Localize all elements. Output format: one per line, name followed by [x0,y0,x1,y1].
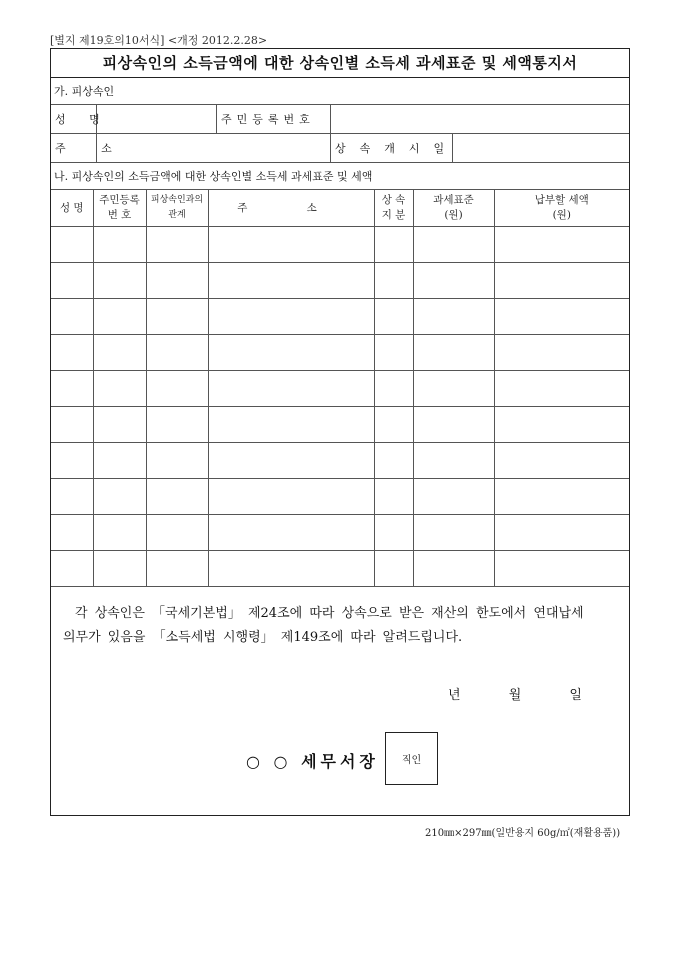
name-label: 성 명 [55,113,110,126]
col-rrn: 주민등록 번 호 [93,190,146,227]
heir-cell[interactable] [93,263,146,299]
rrn-label-cell [217,105,331,133]
heir-cell[interactable] [413,407,494,443]
rrn-value-cell[interactable] [331,105,629,133]
address-label: 주 소 [55,142,128,155]
official-seal-box [385,732,438,785]
heir-cell[interactable] [494,227,629,263]
date-day: 일 [569,688,582,703]
heir-cell[interactable] [146,371,208,407]
col-tax-amount: 납부할 세액 (원) [494,190,629,227]
address-value-cell[interactable] [97,134,331,162]
heir-cell[interactable] [93,443,146,479]
heir-cell[interactable] [146,515,208,551]
name-value-cell[interactable] [97,105,217,133]
heir-cell[interactable] [374,407,413,443]
tax-office-name: ○ ○ 세무서장 [246,752,379,771]
heir-cell[interactable] [413,263,494,299]
heir-row [51,335,629,371]
date-month: 월 [508,688,522,703]
heir-cell[interactable] [146,335,208,371]
section-b-heading: 나. 피상속인의 소득금액에 대한 상속인별 소득세 과세표준 및 세액 [51,163,629,190]
heir-cell[interactable] [494,335,629,371]
heir-cell[interactable] [146,407,208,443]
issue-date [448,684,626,703]
heir-cell[interactable] [93,335,146,371]
heir-cell[interactable] [374,551,413,587]
heir-row [51,299,629,335]
heir-cell[interactable] [494,479,629,515]
name-label-cell [51,105,110,133]
heir-cell[interactable] [208,515,374,551]
heir-row [51,515,629,551]
heir-cell[interactable] [494,443,629,479]
heir-cell[interactable] [208,407,374,443]
heir-cell[interactable] [374,371,413,407]
date-year: 년 [448,688,461,703]
heir-cell[interactable] [374,263,413,299]
heir-cell[interactable] [374,515,413,551]
heir-row [51,371,629,407]
col-name: 성 명 [51,190,93,227]
heir-cell[interactable] [208,299,374,335]
heir-cell[interactable] [208,263,374,299]
heir-row [51,227,629,263]
heir-cell[interactable] [494,263,629,299]
heir-cell[interactable] [413,227,494,263]
col-address: 주 소 [208,190,374,227]
heir-cell[interactable] [208,335,374,371]
section-a-heading: 가. 피상속인 [51,78,629,105]
heir-cell[interactable] [93,479,146,515]
heir-cell[interactable] [413,335,494,371]
heir-cell[interactable] [93,407,146,443]
heir-cell[interactable] [413,551,494,587]
heirs-table-header [51,190,629,227]
seal-label: 직인 [401,755,422,766]
heir-cell[interactable] [374,479,413,515]
notice-text [51,602,629,650]
heir-cell[interactable] [51,227,93,263]
heir-cell[interactable] [494,299,629,335]
col-tax-base: 과세표준 (원) [413,190,494,227]
heir-row [51,479,629,515]
heir-cell[interactable] [413,371,494,407]
heir-cell[interactable] [208,443,374,479]
heir-row [51,551,629,587]
heir-cell[interactable] [51,479,93,515]
heir-cell[interactable] [146,227,208,263]
heir-cell[interactable] [413,443,494,479]
address-label-cell [51,134,128,162]
heir-cell[interactable] [93,299,146,335]
heir-cell[interactable] [146,479,208,515]
heir-cell[interactable] [413,479,494,515]
heir-cell[interactable] [208,479,374,515]
heir-cell[interactable] [374,227,413,263]
start-value-cell[interactable] [453,134,629,162]
heir-cell[interactable] [51,299,93,335]
heir-row [51,407,629,443]
start-label: 상속개시일 [335,142,459,155]
heir-cell[interactable] [146,299,208,335]
heir-cell[interactable] [146,551,208,587]
notice-form [50,48,630,816]
heir-cell[interactable] [51,371,93,407]
heir-cell[interactable] [413,299,494,335]
heir-cell[interactable] [494,551,629,587]
heir-cell[interactable] [93,551,146,587]
heir-cell[interactable] [374,299,413,335]
notice-line-2: 의무가 있음을 「소득세법 시행령」 제149조에 따라 알려드립니다. [63,630,463,645]
form-title: 피상속인의 소득금액에 대한 상속인별 소득세 과세표준 및 세액통지서 [51,49,629,78]
heir-cell[interactable] [51,263,93,299]
heirs-table [51,190,629,587]
form-number-note: [별지 제19호의10서식] <개정 2012.2.28> [50,34,268,47]
heir-cell[interactable] [374,335,413,371]
heir-cell[interactable] [51,443,93,479]
heir-cell[interactable] [494,407,629,443]
heir-cell[interactable] [51,335,93,371]
heir-cell[interactable] [93,227,146,263]
decedent-row-1 [51,105,629,134]
paper-spec-footer: 210㎜×297㎜(일반용지 60g/㎡(재활용품)) [425,828,621,839]
heir-cell[interactable] [494,515,629,551]
start-label-cell [331,134,459,162]
heir-cell[interactable] [208,551,374,587]
rrn-label: 주민등록번호 [221,113,315,126]
col-relation: 피상속인과의 관계 [146,190,208,227]
heir-row [51,263,629,299]
heir-cell[interactable] [208,227,374,263]
heir-cell[interactable] [146,263,208,299]
heir-cell[interactable] [413,515,494,551]
heir-cell[interactable] [51,515,93,551]
heir-cell[interactable] [374,443,413,479]
heir-cell[interactable] [93,371,146,407]
heir-cell[interactable] [146,443,208,479]
decedent-row-2 [51,134,629,163]
heir-cell[interactable] [494,371,629,407]
col-share: 상 속 지 분 [374,190,413,227]
notice-line-1: 각 상속인은 「국세기본법」 제24조에 따라 상속으로 받은 재산의 한도에서 연대납세 [75,606,584,621]
heir-cell[interactable] [51,551,93,587]
heir-cell[interactable] [208,371,374,407]
heir-row [51,443,629,479]
heir-cell[interactable] [51,407,93,443]
heir-cell[interactable] [93,515,146,551]
